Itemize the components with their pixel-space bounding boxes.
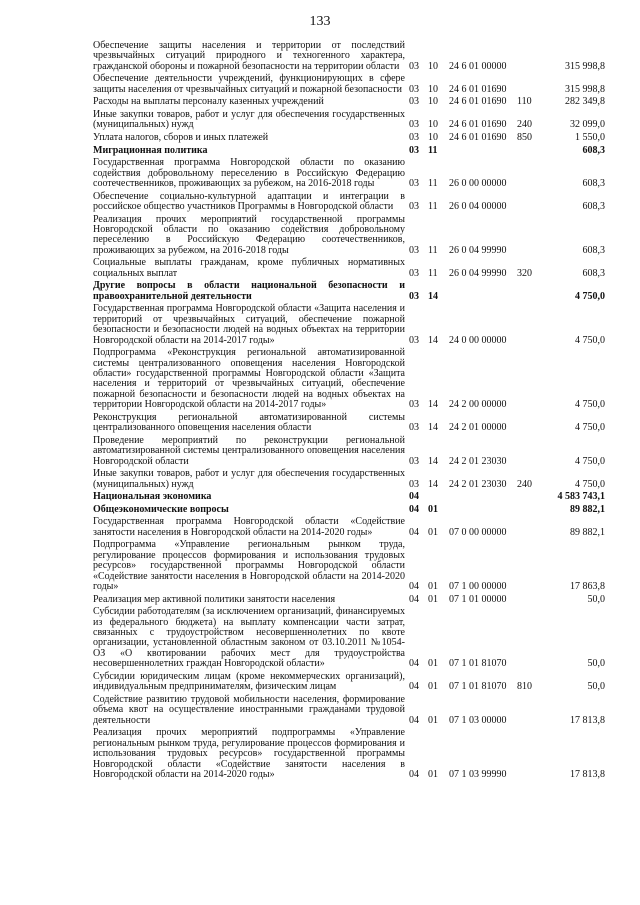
row-subsection-code: 11 [428, 244, 438, 256]
row-amount: 4 583 743,1 [557, 491, 605, 503]
table-row [93, 435, 605, 468]
row-name: Уплата налогов, сборов и иных платежей [93, 132, 269, 143]
row-target-article: 24 6 01 01690 [449, 132, 507, 143]
row-name: Расходы на выплаты персоналу казенных учреждений [93, 96, 324, 108]
row-name: Иные закупки товаров, работ и услуг для обеспечения государственных (муниципальных) нужд [93, 468, 405, 490]
row-amount: 32 099,0 [570, 119, 605, 131]
row-amount: 315 998,8 [565, 60, 605, 72]
row-expense-type [517, 73, 544, 96]
row-target-article: 24 2 01 23030 [449, 455, 507, 467]
row-amount: 89 882,1 [570, 503, 605, 515]
row-expense-type [517, 280, 544, 303]
row-subsection-code: 01 [428, 581, 438, 593]
row-expense-type [517, 191, 544, 214]
row-expense-type [517, 303, 544, 347]
row-expense-type [517, 214, 544, 258]
row-section-code: 04 [409, 581, 419, 593]
row-expense-type [517, 694, 544, 727]
table-row [93, 412, 605, 435]
table-row [93, 257, 605, 280]
table-row [93, 214, 605, 258]
table-row [93, 280, 605, 303]
row-name: Обеспечение деятельности учреждений, функционирующих в сфере защиты населения от чрезвычайных ситуаций и пожарной безопасности [93, 73, 405, 95]
row-expense-type [517, 539, 544, 593]
row-amount: 608,3 [582, 267, 605, 279]
row-name: Реализация мер активной политики занятости населения [93, 593, 336, 605]
table-row [93, 303, 605, 347]
row-name: Социальные выплаты гражданам, кроме публичных нормативных социальных выплат [93, 257, 405, 279]
row-target-article: 24 6 01 01690 [449, 83, 507, 95]
row-section-code: 04 [409, 768, 419, 780]
row-name: Государственная программа Новгородской области по оказанию содействия добровольному переселению в Российскую Федерацию соотечественников, проживающих за рубежом, на 2016-2018 годы [93, 157, 405, 189]
row-section-code: 03 [409, 83, 419, 95]
row-name: Общеэкономические вопросы [93, 503, 229, 515]
row-section-code: 04 [409, 714, 419, 726]
table-row [93, 539, 605, 593]
row-target-article: 07 0 00 00000 [449, 526, 507, 538]
row-section-code: 04 [409, 593, 419, 605]
row-expense-type [517, 145, 544, 158]
row-target-article [449, 280, 517, 303]
row-subsection-code: 11 [428, 201, 438, 212]
row-amount: 1 550,0 [575, 132, 605, 143]
row-amount: 17 813,8 [570, 714, 605, 726]
row-target-article: 24 6 01 01690 [449, 119, 507, 131]
budget-table [93, 40, 605, 782]
row-name: Государственная программа Новгородской области «Содействие занятости населения в Новгородской области на 2014-2020 годы» [93, 516, 405, 538]
row-expense-type: 320 [517, 267, 532, 279]
row-expense-type [517, 412, 544, 435]
row-expense-type: 110 [517, 96, 532, 108]
row-target-article: 24 0 00 00000 [449, 334, 507, 346]
row-subsection-code: 14 [428, 455, 438, 467]
row-section-code: 03 [409, 178, 419, 189]
row-amount: 50,0 [587, 593, 605, 605]
row-section-code: 04 [409, 658, 419, 670]
row-section-code: 03 [409, 334, 419, 346]
row-target-article: 07 1 01 81070 [449, 681, 507, 693]
row-name: Подпрограмма «Реконструкция региональной автоматизированной системы централизованного оповещения населения Новгородской области» государственной программы Новгородской области «Защита населения и территорий от чрезвычайных ситуаций, обеспечение пожарной безопасности и безопасности людей на водных объектах на территории Новгородской области на 2014-2017 годы» [93, 347, 405, 411]
row-section-code: 03 [409, 455, 419, 467]
budget-table-body [93, 40, 605, 782]
row-section-code: 03 [409, 132, 419, 143]
table-row [93, 504, 605, 517]
row-subsection-code: 01 [428, 768, 438, 780]
row-section-code: 03 [409, 144, 419, 156]
row-name: Содействие развитию трудовой мобильности населения, формирование объема квот на осуществление иностранными гражданами трудовой деятельности [93, 693, 405, 726]
table-row [93, 145, 605, 158]
row-name: Реализация прочих мероприятий государственной программы Новгородской области по оказанию содействия добровольному переселению в Российскую Федерацию соотечественников, проживающих за рубежом, на 2016-2018 годы [93, 213, 405, 256]
row-amount: 608,3 [582, 178, 605, 189]
table-row [93, 606, 605, 671]
row-amount: 4 750,0 [575, 455, 605, 467]
row-target-article: 24 2 00 00000 [449, 399, 507, 411]
row-name: Реализация прочих мероприятий подпрограммы «Управление региональным рынком труда, регулирование процессов формирования и использования трудовых ресурсов» государственной программы Новгородской области «Содействие занятости населения в Новгородской области на 2014-2020 годы» [93, 727, 405, 780]
table-row [93, 468, 605, 491]
table-row [93, 727, 605, 781]
row-name: Государственная программа Новгородской области «Защита населения и территорий от чрезвычайных ситуаций, обеспечение пожарной безопасности и безопасности людей на водных объектах на территории Новгородской области на 2014-2017 годы» [93, 303, 405, 346]
row-expense-type [517, 516, 544, 539]
row-target-article: 24 2 01 23030 [449, 478, 507, 490]
row-expense-type: 240 [517, 119, 532, 131]
row-target-article: 26 0 04 00000 [449, 201, 507, 212]
row-name: Субсидии юридическим лицам (кроме некоммерческих организаций), индивидуальным предпринимателям, физическим лицам [93, 670, 405, 693]
row-target-article: 24 2 01 00000 [449, 422, 507, 434]
row-amount: 17 813,8 [570, 768, 605, 780]
row-section-code: 03 [409, 267, 419, 279]
row-subsection-code: 14 [428, 334, 438, 346]
row-section-code: 03 [409, 422, 419, 434]
row-section-code: 04 [409, 491, 419, 503]
row-subsection-code: 01 [428, 681, 438, 693]
table-row [93, 132, 605, 145]
table-row [93, 347, 605, 412]
table-row [93, 516, 605, 539]
row-expense-type [517, 727, 544, 781]
table-row [93, 96, 605, 109]
row-section-code: 03 [409, 244, 419, 256]
table-row [93, 671, 605, 694]
row-amount: 608,3 [582, 201, 605, 212]
row-subsection-code: 01 [428, 714, 438, 726]
row-section-code: 03 [409, 119, 419, 131]
row-target-article: 24 6 01 01690 [449, 96, 507, 108]
row-target-article [449, 145, 517, 158]
row-name: Реконструкция региональной автоматизированной системы централизованного оповещения населения области [93, 411, 405, 434]
row-section-code: 04 [409, 681, 419, 693]
row-target-article: 24 6 01 00000 [449, 60, 507, 72]
row-subsection-code: 11 [428, 144, 438, 156]
row-target-article [449, 491, 517, 504]
row-expense-type [517, 40, 544, 73]
row-target-article: 07 1 01 81070 [449, 658, 507, 670]
row-section-code: 03 [409, 201, 419, 212]
row-amount: 4 750,0 [575, 290, 605, 302]
row-expense-type [517, 157, 544, 190]
row-subsection-code: 10 [428, 83, 438, 95]
row-amount: 608,3 [582, 244, 605, 256]
table-row [93, 73, 605, 96]
row-name: Проведение мероприятий по реконструкции региональной автоматизированной системы централизованного оповещения населения Новгородской области [93, 434, 405, 467]
table-row [93, 191, 605, 214]
row-subsection-code: 10 [428, 60, 438, 72]
row-subsection-code: 14 [428, 478, 438, 490]
row-subsection-code [428, 491, 449, 504]
row-amount: 4 750,0 [575, 399, 605, 411]
table-row [93, 157, 605, 190]
row-name: Иные закупки товаров, работ и услуг для обеспечения государственных (муниципальных) нужд [93, 109, 405, 131]
row-section-code: 04 [409, 503, 419, 515]
row-amount: 4 750,0 [575, 334, 605, 346]
table-row [93, 491, 605, 504]
table-row [93, 594, 605, 607]
row-subsection-code: 01 [428, 658, 438, 670]
row-amount: 50,0 [587, 658, 605, 670]
row-target-article: 07 1 03 99990 [449, 768, 507, 780]
row-name: Другие вопросы в области национальной безопасности и правоохранительной деятельности [93, 280, 405, 302]
table-row [93, 694, 605, 727]
row-subsection-code: 11 [428, 267, 438, 279]
row-subsection-code: 14 [428, 290, 438, 302]
row-amount: 50,0 [587, 681, 605, 693]
row-name: Субсидии работодателям (за исключением организаций, финансируемых из федерального бюджета) на выплату компенсации части затрат, связанных с трудоустройством несовершеннолетних по квоте организации, установленной областным законом от 03.10.2011 №1054-ОЗ «О квотировании рабочих мест для трудоустройства несовершеннолетних граждан Новгородской области» [93, 606, 405, 670]
row-amount: 315 998,8 [565, 83, 605, 95]
row-expense-type: 810 [517, 681, 532, 693]
row-expense-type [517, 491, 544, 504]
row-target-article: 07 1 00 00000 [449, 581, 507, 593]
row-name: Подпрограмма «Управление региональным рынком труда, регулирование процессов формирования и использования трудовых ресурсов» государственной программы Новгородской области «Содействие занятости населения в Новгородской области на 2014-2020 годы» [93, 539, 405, 593]
row-target-article: 26 0 04 99990 [449, 267, 507, 279]
row-expense-type [517, 347, 544, 412]
page-number: 133 [309, 14, 331, 29]
row-amount: 4 750,0 [575, 478, 605, 490]
row-subsection-code: 10 [428, 96, 438, 108]
row-section-code: 03 [409, 290, 419, 302]
table-row [93, 109, 605, 132]
row-name: Национальная экономика [93, 491, 212, 503]
row-amount: 89 882,1 [570, 526, 605, 538]
row-subsection-code: 14 [428, 399, 438, 411]
row-target-article: 07 1 01 00000 [449, 593, 507, 605]
row-subsection-code: 11 [428, 178, 438, 189]
row-subsection-code: 10 [428, 132, 438, 143]
row-expense-type [517, 435, 544, 468]
row-expense-type [517, 606, 544, 671]
row-amount: 17 863,8 [570, 581, 605, 593]
row-expense-type [517, 504, 544, 517]
row-expense-type: 240 [517, 478, 532, 490]
row-subsection-code: 10 [428, 119, 438, 131]
row-amount: 608,3 [582, 144, 605, 156]
row-subsection-code: 14 [428, 422, 438, 434]
table-row [93, 40, 605, 73]
row-expense-type: 850 [517, 132, 532, 143]
row-name: Обеспечение защиты населения и территории от последствий чрезвычайных ситуаций природного и техногенного характера, гражданской обороны и пожарной безопасности на территории области [93, 40, 405, 72]
row-subsection-code: 01 [428, 593, 438, 605]
row-target-article: 26 0 00 00000 [449, 178, 507, 189]
row-section-code: 03 [409, 96, 419, 108]
row-amount: 4 750,0 [575, 422, 605, 434]
row-section-code: 04 [409, 526, 419, 538]
row-section-code: 03 [409, 399, 419, 411]
row-name: Миграционная политика [93, 144, 208, 156]
row-amount: 282 349,8 [565, 96, 605, 108]
row-subsection-code: 01 [428, 503, 438, 515]
row-section-code: 03 [409, 478, 419, 490]
row-expense-type [517, 594, 544, 607]
row-subsection-code: 01 [428, 526, 438, 538]
row-target-article [449, 504, 517, 517]
row-target-article: 07 1 03 00000 [449, 714, 507, 726]
row-section-code: 03 [409, 60, 419, 72]
row-name: Обеспечение социально-культурной адаптации и интеграции в российское общество участников Программы в Новгородской области [93, 190, 405, 212]
row-target-article: 26 0 04 99990 [449, 244, 507, 256]
